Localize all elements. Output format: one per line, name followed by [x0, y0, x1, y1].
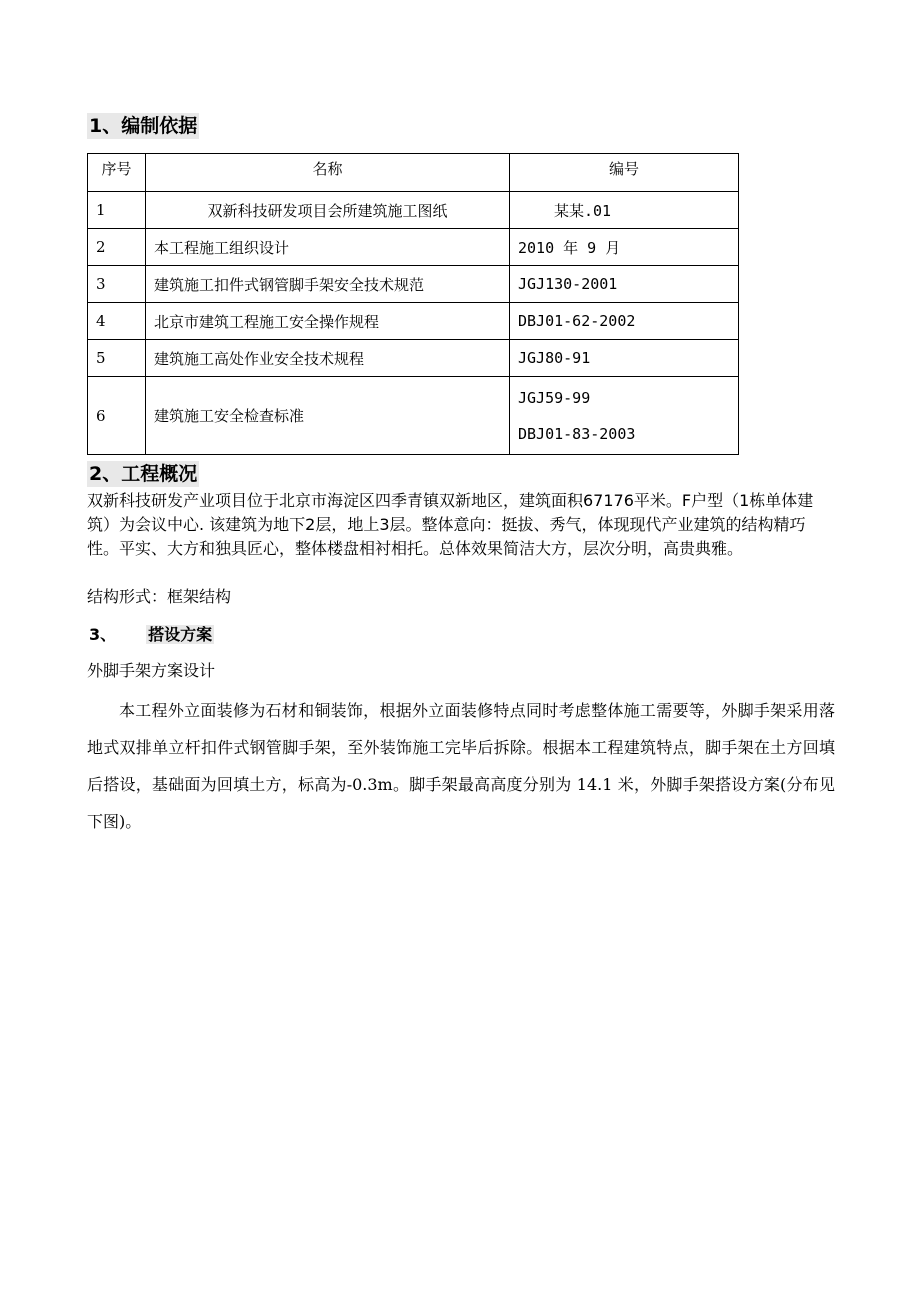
table-row	[88, 229, 739, 266]
row-name: 双新科技研发项目会所建筑施工图纸	[146, 192, 510, 229]
row-code: JGJ130-2001	[510, 266, 739, 303]
table-row	[88, 192, 739, 229]
row-name: 本工程施工组织设计	[146, 229, 510, 266]
table-row	[88, 340, 739, 377]
row-no: 6	[88, 377, 146, 455]
table-header-row	[88, 154, 739, 192]
section-3-heading	[87, 622, 216, 648]
scaffold-plan-text: 本工程外立面装修为石材和铜装饰，根据外立面装修特点同时考虑整体施工需要等，外脚手架采用落地式双排单立杆扣件式钢管脚手架，至外装饰施工完毕后拆除。根据本工程建筑特点，脚手架在土方回填后搭设，基础面为回填土方，标高为-0.3m。脚手架最高高度分别为 14.1 米，外脚手架搭设方案(分布见下图)。	[87, 701, 835, 831]
row-code	[510, 377, 739, 455]
row-code: 某某.01	[510, 192, 739, 229]
structure-type-text: 结构形式：框架结构	[87, 587, 232, 606]
scaffold-design-subtitle: 外脚手架方案设计	[87, 661, 216, 680]
section-3-number: 3、	[89, 625, 117, 644]
row-code: JGJ80-91	[510, 340, 739, 377]
header-code: 编号	[510, 154, 739, 192]
header-name: 名称	[146, 154, 510, 192]
row-no: 2	[88, 229, 146, 266]
header-no: 序号	[88, 154, 146, 192]
table-row	[88, 377, 739, 455]
row-name: 建筑施工安全检查标准	[146, 377, 510, 455]
row-no: 3	[88, 266, 146, 303]
row-no: 1	[88, 192, 146, 229]
table-row	[88, 303, 739, 340]
project-overview-text: 双新科技研发产业项目位于北京市海淀区四季青镇双新地区，建筑面积67176平米。F户型（1栋单体建筑）为会议中心. 该建筑为地下2层，地上3层。整体意向：挺拔、秀气，体现现代产业建筑的结构精巧性。平实、大方和独具匠心，整体楼盘相衬相托。总体效果简洁大方，层次分明，高贵典雅。	[87, 491, 814, 558]
section-1-heading: 1、编制依据	[89, 115, 198, 137]
row-name: 建筑施工扣件式钢管脚手架安全技术规范	[146, 266, 510, 303]
section-3-title: 搭设方案	[148, 625, 213, 644]
row-name: 建筑施工高处作业安全技术规程	[146, 340, 510, 377]
row-name: 北京市建筑工程施工安全操作规程	[146, 303, 510, 340]
row-code-line: JGJ59-99	[518, 388, 591, 407]
row-no: 4	[88, 303, 146, 340]
section-2-heading: 2、工程概况	[89, 463, 198, 485]
table-row	[88, 266, 739, 303]
row-code-line: DBJ01-83-2003	[518, 424, 636, 443]
row-no: 5	[88, 340, 146, 377]
row-code: 2010 年 9 月	[510, 229, 739, 266]
row-code: DBJ01-62-2002	[510, 303, 739, 340]
basis-table	[87, 153, 739, 455]
